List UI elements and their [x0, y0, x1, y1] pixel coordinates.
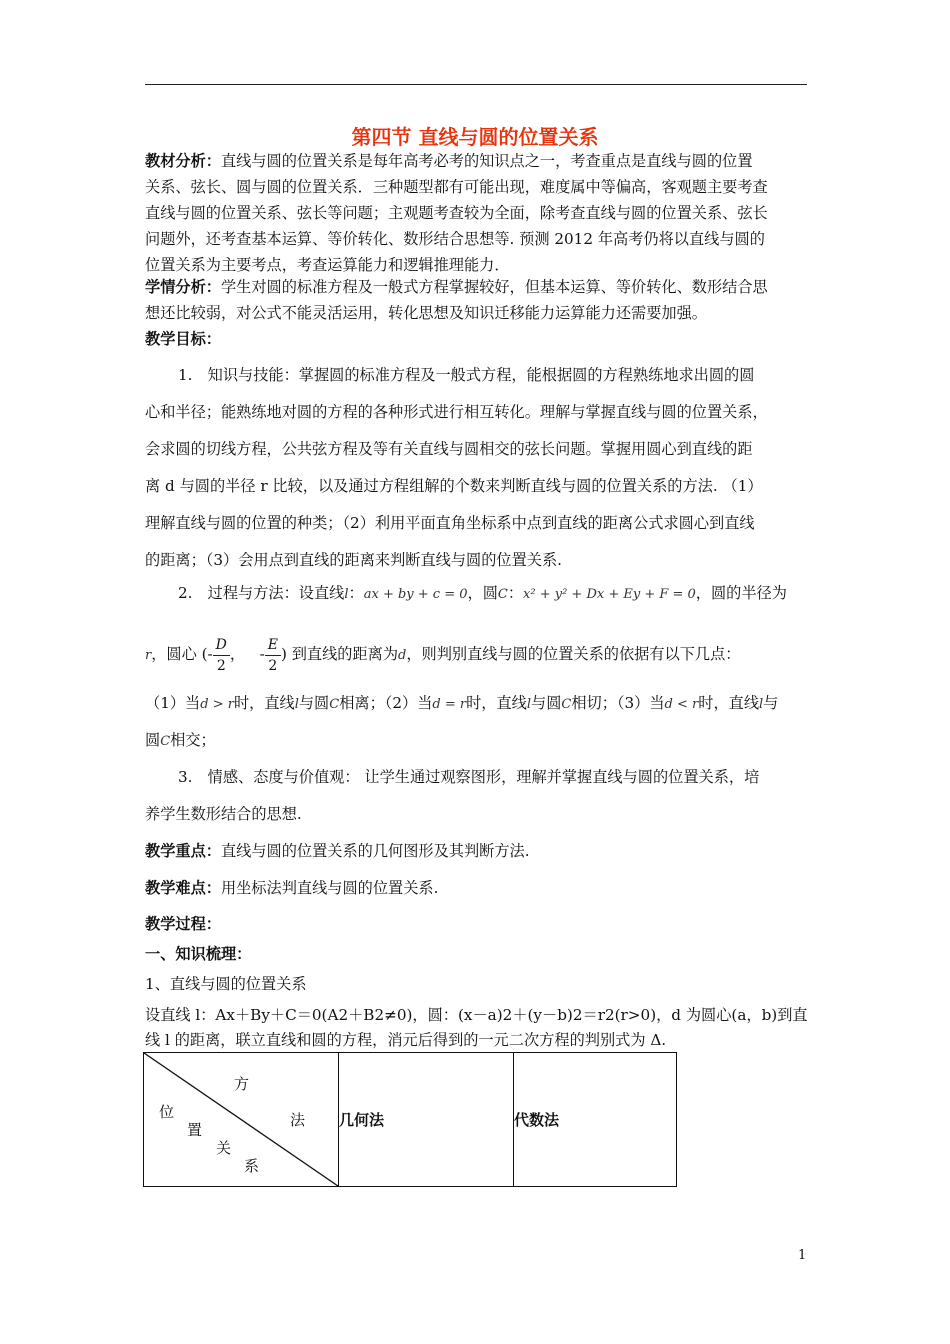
focus-line: 教学重点：直线与圆的位置关系的几何图形及其判断方法. [145, 842, 530, 860]
geometric-method-header: 几何法 [339, 1053, 514, 1187]
goal2-cases-line-2: 圆C相交； [145, 731, 216, 749]
analysis-line-2: 关系、弦长、圆与圆的位置关系．三种题型都有可能出现，难度属中等偏高，客观题主要考查 [145, 178, 768, 196]
diag-relation-char-3: 关 [216, 1139, 232, 1157]
fraction-e-over-2: $\frac{E}{2}$ [265, 635, 281, 676]
goal3-line-2: 养学生数形结合的思想. [145, 805, 302, 823]
analysis-label: 教材分析： [145, 152, 221, 170]
goal1-line-3: 会求圆的切线方程，公共弦方程及等有关直线与圆相交的弦长问题。掌握用圆心到直线的距 [145, 440, 753, 458]
circle-equation: x² + y² + Dx + Ey + F = 0 [523, 587, 696, 602]
page-number: 1 [798, 1248, 807, 1263]
goal1-line-6: 的距离；（3）会用点到直线的距离来判断直线与圆的位置关系. [145, 551, 562, 569]
diag-relation-char-1: 位 [159, 1103, 175, 1121]
relation-table [143, 1052, 677, 1187]
analysis-line-3: 直线与圆的位置关系、弦长等问题；主观题考查较为全面，除考查直线与圆的位置关系、弦长 [145, 204, 768, 222]
goals-label: 教学目标： [145, 330, 221, 348]
diag-relation-char-4: 系 [244, 1157, 260, 1175]
header-rule [145, 84, 807, 85]
goal3-line-1: 3. 情感、态度与价值观： 让学生通过观察图形，理解并掌握直线与圆的位置关系，培 [178, 768, 760, 786]
fraction-d-over-2: $\frac{D}{2}$ [213, 635, 230, 676]
goal1-line-1: 1. 知识与技能：掌握圆的标准方程及一般式方程，能根据圆的方程熟练地求出圆的圆 [178, 366, 755, 384]
students-line-1: 学情分析：学生对圆的标准方程及一般式方程掌握较好，但基本运算、等价转化、数形结合思 [145, 278, 768, 296]
difficulty-line: 教学难点：用坐标法判直线与圆的位置关系. [145, 879, 439, 897]
subsection-title: 1、直线与圆的位置关系 [145, 975, 307, 993]
diag-method-char-2: 法 [290, 1111, 306, 1129]
diag-relation-char-2: 置 [187, 1121, 203, 1139]
goal2-cases-line-1: （1）当d > r时，直线l与圆C相离；（2）当d = r时，直线l与圆C相切；（3）当d < r时，直线l与 [145, 694, 779, 712]
goal1-line-2: 心和半径；能熟练地对圆的方程的各种形式进行相互转化。理解与掌握直线与圆的位置关系， [145, 403, 768, 421]
analysis-line-1: 教材分析：直线与圆的位置关系是每年高考必考的知识点之一，考查重点是直线与圆的位置 [145, 152, 753, 170]
goal1-line-4: 离 d 与圆的半径 r 比较，以及通过方程组解的个数来判断直线与圆的位置关系的方法. （1） [145, 477, 763, 495]
section1-label: 一、知识梳理： [145, 945, 252, 963]
analysis-line-4: 问题外，还考查基本运算、等价转化、数形结合思想等. 预测 2012 年高考仍将以直线与圆的 [145, 230, 765, 248]
goal2-line-1: 2. 过程与方法：设直线l：ax + by + c = 0，圆C：x² + y² + Dx + Ey + F = 0，圆的半径为 [178, 584, 787, 602]
diag-method-char-1: 方 [234, 1075, 250, 1093]
setup-line-1: 设直线 l：Ax＋By＋C＝0(A2＋B2≠0)，圆：(x－a)2＋(y－b)2＝r2(r>0)，d 为圆心(a，b)到直 [145, 1006, 808, 1024]
analysis-line-5: 位置关系为主要考点，考查运算能力和逻辑推理能力． [145, 256, 510, 274]
students-line-2: 想还比较弱，对公式不能灵活运用，转化思想及知识迁移能力运算能力还需要加强。 [145, 304, 707, 322]
setup-line-2: 线 l 的距离，联立直线和圆的方程，消元后得到的一元二次方程的判别式为 Δ. [145, 1031, 667, 1049]
process-label: 教学过程： [145, 915, 221, 933]
focus-label: 教学重点： [145, 842, 221, 860]
difficulty-label: 教学难点： [145, 879, 221, 897]
page-title: 第四节 直线与圆的位置关系 [351, 125, 599, 149]
goal2-line-2: r，圆心 (- $\frac{D}{2}$ ， - $\frac{E}{2}$ ) 到直线的距离为d，则判别直线与圆的位置关系的依据有以下几点： [145, 636, 741, 674]
students-label: 学情分析： [145, 278, 221, 296]
algebraic-method-header: 代数法 [514, 1053, 677, 1187]
line-equation: ax + by + c = 0 [363, 587, 468, 602]
goal1-line-5: 理解直线与圆的位置的种类；（2）利用平面直角坐标系中点到直线的距离公式求圆心到直线 [145, 514, 755, 532]
diagonal-header-cell [144, 1053, 339, 1187]
